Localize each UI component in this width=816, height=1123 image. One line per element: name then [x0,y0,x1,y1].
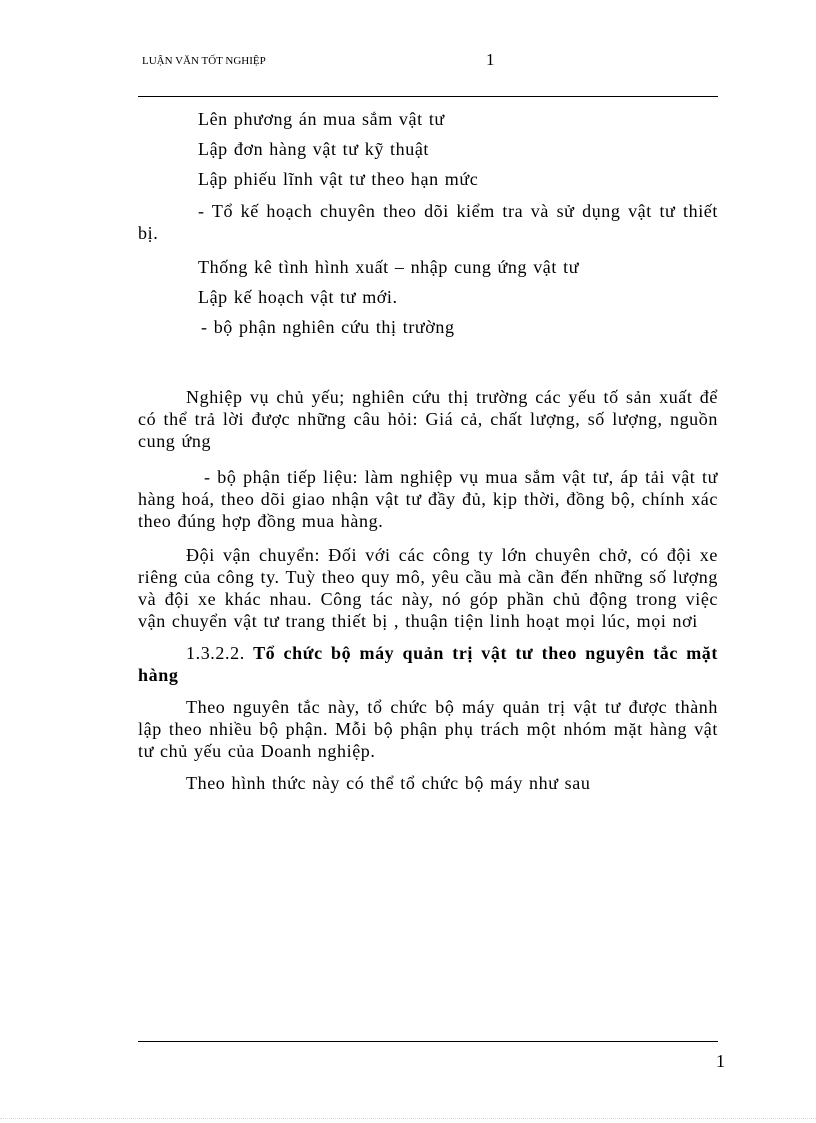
section-heading [138,642,718,686]
section-title: Tổ chức bộ máy quản trị vật tư theo nguyên tắc mặt hàng [138,643,718,685]
list-item: Lập đơn hàng vật tư kỹ thuật [198,139,430,159]
list-item: - Tổ kế hoạch chuyên theo dõi kiểm tra và sử dụng vật tư thiết bị. [138,201,718,243]
footer-page-number: 1 [716,1051,725,1071]
running-header-title: LUẬN VĂN TỐT NGHIỆP [142,55,266,67]
list-item: Lập phiếu lĩnh vật tư theo hạn mức [198,169,479,189]
header-page-number: 1 [486,50,495,69]
paragraph-principle: Theo nguyên tắc này, tổ chức bộ máy quản trị vật tư được thành lập theo nhiều bộ phận. Mỗi bộ phận phụ trách một nhóm mặt hàng vật tư chủ yếu của Doanh nghiệp. [138,697,718,761]
paragraph-research: Nghiệp vụ chủ yếu; nghiên cứu thị trường các yếu tố sản xuất để có thể trả lời được những câu hỏi: Giá cả, chất lượng, số lượng, nguồn cung ứng [138,387,718,451]
list-item: - bộ phận nghiên cứu thị trường [201,317,455,337]
paragraph-form: Theo hình thức này có thể tổ chức bộ máy như sau [186,773,591,793]
paragraph-supply: - bộ phận tiếp liệu: làm nghiệp vụ mua sắm vật tư, áp tải vật tư hàng hoá, theo dõi giao nhận vật tư đầy đủ, kịp thời, đồng bộ, chính xác theo đúng hợp đồng mua hàng. [138,467,718,531]
list-item: Thống kê tình hình xuất – nhập cung ứng vật tư [198,257,580,277]
paragraph-transport: Đội vận chuyển: Đối với các công ty lớn chuyên chở, có đội xe riêng của công ty. Tuỳ theo quy mô, yêu cầu mà cần đến những số lượng và đội xe khác nhau. Công tác này, nó góp phần chủ động trong việc vận chuyển vật tư trang thiết bị , thuận tiện linh hoạt mọi lúc, mọi nơi [138,545,718,631]
list-item: Lập kế hoạch vật tư mới. [198,287,398,307]
header-divider [138,96,718,97]
section-number: 1.3.2.2. [186,643,245,663]
document-body [138,104,718,794]
list-item: Lên phương án mua sắm vật tư [198,109,445,129]
page-edge-divider [0,1118,816,1119]
footer-divider [138,1041,718,1042]
